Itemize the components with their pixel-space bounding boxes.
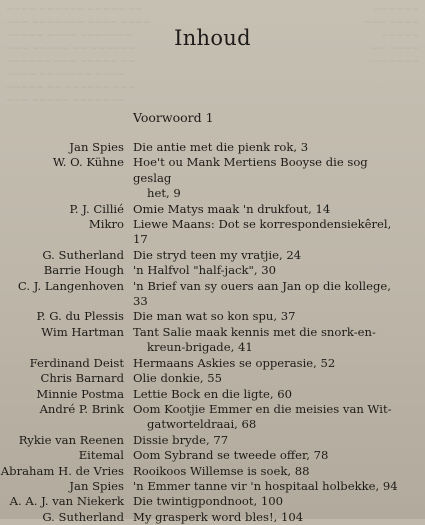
toc-work-title: Hoe't ou Mank Mertiens Booyse die sog geslag xyxy=(133,155,368,185)
toc-author: W. O. Kühne xyxy=(52,155,124,170)
toc-author: Jan Spies xyxy=(69,478,124,493)
toc-work xyxy=(124,202,408,217)
toc-work xyxy=(124,510,408,525)
bleed-through-text-left: ~~~~ ~~~~~~ ~~~~~ ~~ ~~~ ~~~~~~~ ~~~~ ~~~~ ~~~~~ ~~~~ ~~~~~~~ ~~~ ~~~~~ ~~ ~~~~~~ ~~~~~~ ~~~ ~~~~~ ~~ ~~~~ ~~~~~~~ ~~~~ ~~~~~ ~~ ~~~~~~ ~~~ ~~~ ~~~~~ ~~~~~~~ xyxy=(6,5,151,106)
toc-work-title-continued: het, 9 xyxy=(147,186,181,201)
toc-work-title: Die twintigpondnoot, 100 xyxy=(133,494,283,509)
toc-entry xyxy=(0,510,425,525)
toc-entry xyxy=(0,494,425,509)
toc-work xyxy=(124,402,408,433)
toc-work-title: Die antie met die pienk rok, 3 xyxy=(133,140,309,154)
toc-entry xyxy=(0,140,425,155)
toc-work xyxy=(124,217,408,248)
toc-work xyxy=(124,279,408,310)
toc-work-title: Hermaans Askies se opperasie, 52 xyxy=(133,355,336,370)
toc-work xyxy=(124,263,408,278)
toc-work-title: Dissie bryde, 77 xyxy=(133,432,229,447)
toc-work-title: Rooikoos Willemse is soek, 88 xyxy=(133,463,310,478)
page-title: Inhoud xyxy=(174,26,251,50)
toc-entry xyxy=(0,387,425,402)
toc-author: A. A. J. van Niekerk xyxy=(9,494,124,509)
toc-work xyxy=(124,387,408,402)
toc-entry xyxy=(0,248,425,263)
toc-entry xyxy=(0,464,425,479)
toc-work xyxy=(124,494,408,509)
toc-work-title: Die man wat so kon spu, 37 xyxy=(133,309,296,324)
toc-author: Wim Hartman xyxy=(41,324,124,339)
bleed-through-text-right: ~~~~~~ ~~~ ~~~~ ~~~~~ ~~ ~~~~ ~~~~~~~ xyxy=(363,5,419,67)
foreword-entry: Voorwoord 1 xyxy=(133,110,214,125)
toc-work xyxy=(124,309,408,324)
toc-entry xyxy=(0,402,425,433)
table-of-contents xyxy=(0,140,425,525)
toc-work xyxy=(124,140,408,155)
toc-entry xyxy=(0,309,425,324)
toc-work-title-continued: gatworteldraai, 68 xyxy=(147,417,257,432)
toc-work-title: Oom Sybrand se tweede offer, 78 xyxy=(133,448,329,463)
toc-author: Eitemal xyxy=(78,448,124,463)
toc-entry xyxy=(0,202,425,217)
toc-author: Rykie van Reenen xyxy=(18,432,124,447)
toc-entry xyxy=(0,263,425,278)
toc-entry xyxy=(0,356,425,371)
toc-author: G. Sutherland xyxy=(42,247,124,262)
toc-work xyxy=(124,155,408,201)
toc-author: Jan Spies xyxy=(69,140,124,154)
toc-work-title: Olie donkie, 55 xyxy=(133,371,223,386)
toc-entry xyxy=(0,433,425,448)
toc-author: Chris Barnard xyxy=(40,371,124,386)
toc-author: P. G. du Plessis xyxy=(36,309,124,324)
toc-work xyxy=(124,248,408,263)
toc-work xyxy=(124,371,408,386)
toc-author: P. J. Cillié xyxy=(69,201,124,216)
toc-entry xyxy=(0,448,425,463)
toc-author: Ferdinand Deist xyxy=(29,355,124,370)
toc-work xyxy=(124,433,408,448)
toc-work-title: Tant Salie maak kennis met die snork-en- xyxy=(133,324,376,339)
toc-entry xyxy=(0,325,425,356)
toc-entry xyxy=(0,279,425,310)
toc-work xyxy=(124,448,408,463)
toc-work-title: Die stryd teen my vratjie, 24 xyxy=(133,247,302,262)
toc-work-title: 'n Brief van sy ouers aan Jan op die kollege, 33 xyxy=(133,278,391,309)
toc-entry xyxy=(0,217,425,248)
toc-author: Abraham H. de Vries xyxy=(0,463,124,478)
toc-entry xyxy=(0,371,425,386)
toc-author: G. Sutherland xyxy=(42,509,124,524)
toc-work-title: 'n Emmer tanne vir 'n hospitaal holbekke, 94 xyxy=(133,478,398,493)
toc-work-title: Liewe Maans: Dot se korrespondensiekêrel, 17 xyxy=(133,217,392,247)
toc-entry xyxy=(0,479,425,494)
toc-work xyxy=(124,325,408,356)
toc-author: C. J. Langenhoven xyxy=(17,278,124,293)
toc-work-title-continued: kreun-brigade, 41 xyxy=(147,340,253,355)
toc-entry xyxy=(0,155,425,201)
toc-author: Minnie Postma xyxy=(36,386,124,401)
toc-author: Barrie Hough xyxy=(43,263,124,278)
toc-work xyxy=(124,356,408,371)
toc-author: André P. Brink xyxy=(39,401,124,416)
toc-author: Mikro xyxy=(88,217,124,232)
toc-work-title: 'n Halfvol "half-jack", 30 xyxy=(133,263,276,278)
toc-work-title: My grasperk word bles!, 104 xyxy=(133,509,304,524)
toc-work-title: Oom Kootjie Emmer en die meisies van Wit- xyxy=(133,401,392,416)
toc-work-title: Lettie Bock en die ligte, 60 xyxy=(133,386,293,401)
toc-work xyxy=(124,479,408,494)
toc-work xyxy=(124,464,408,479)
toc-work-title: Omie Matys maak 'n drukfout, 14 xyxy=(133,201,331,216)
